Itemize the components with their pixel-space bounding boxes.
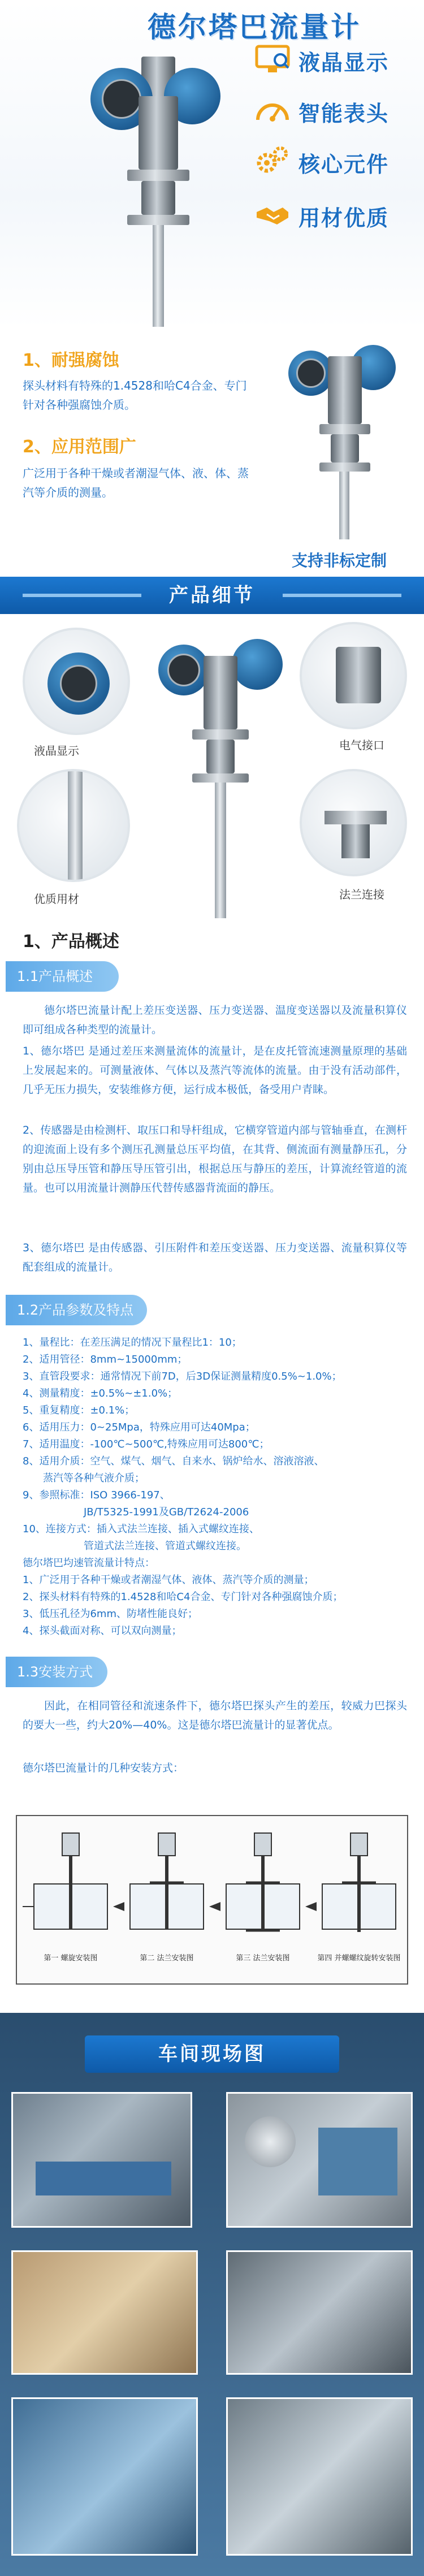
hero-section bbox=[0, 0, 424, 328]
feature-quality-material bbox=[254, 195, 424, 235]
detail-section bbox=[0, 616, 424, 944]
handshake-icon bbox=[254, 198, 291, 230]
param-line: 5、重复精度：±0.1%； bbox=[23, 1404, 135, 1416]
fig-caption-2: 第二 法兰安装图 bbox=[140, 1954, 194, 1963]
detail-label-flange: 法兰连接 bbox=[339, 888, 384, 901]
workshop-photo-4 bbox=[226, 2250, 413, 2375]
advantage-text-corrosion: 探头材料有特殊的1.4528和哈C4合金、专门针对各种强腐蚀介质。 bbox=[23, 379, 247, 412]
feature-label: 用材优质 bbox=[298, 206, 390, 231]
fig-caption-4: 第四 并螺螺纹旋转安装图 bbox=[317, 1954, 401, 1963]
feature-core-components bbox=[254, 141, 424, 181]
detail-banner-title: 产品细节 bbox=[169, 584, 255, 607]
install-subtitle: 德尔塔巴流量计的几种安装方式： bbox=[23, 1762, 184, 1774]
workshop-photo-3 bbox=[11, 2250, 198, 2375]
param-line: 8、适用介质：空气、煤气、烟气、自来水、锅炉给水、溶液溶液、 bbox=[23, 1455, 325, 1467]
workshop-banner bbox=[85, 2035, 339, 2073]
detail-circle-electrical bbox=[300, 622, 407, 729]
param-line: 3、低压孔径为6mm、防堵性能良好； bbox=[23, 1608, 198, 1620]
param-line: JB/T5325-1991及GB/T2624-2006 bbox=[23, 1506, 249, 1518]
param-line: 4、探头截面对称、可以双向测量； bbox=[23, 1625, 182, 1637]
tag-params bbox=[6, 1295, 147, 1325]
tag-overview bbox=[6, 961, 119, 992]
advantage-heading-range: 2、应用范围广 bbox=[23, 437, 136, 457]
detail-circle-flange bbox=[300, 769, 407, 876]
param-line: 1、广泛用于各种干燥或者潮湿气体、液体、蒸汽等介质的测量； bbox=[23, 1574, 314, 1586]
overview-heading: 1、产品概述 bbox=[23, 932, 119, 952]
tag-params-text: 1.2产品参数及特点 bbox=[17, 1302, 134, 1318]
overview-item-1: 1、德尔塔巴 是通过差压来测量流体的流量计，是在皮托管流速测量原理的基础上发展起来的。可测量液体、气体以及蒸汽等流体的流量。由于没有活动部件，几乎无压力损失，安装维修方便，运行成本极低，备受用户青睐。 bbox=[23, 1045, 407, 1096]
detail-label-electrical: 电气接口 bbox=[339, 738, 384, 752]
gears-icon bbox=[254, 145, 291, 176]
feature-label: 核心元件 bbox=[298, 152, 390, 177]
advantage-text-range: 广泛用于各种干燥或者潮湿气体、液、体、蒸汽等介质的测量。 bbox=[23, 466, 249, 499]
workshop-banner-title: 车间现场图 bbox=[158, 2043, 266, 2065]
feature-lcd bbox=[254, 40, 424, 79]
workshop-photo-6 bbox=[226, 2397, 413, 2556]
workshop-photo-2 bbox=[226, 2092, 413, 2228]
param-line: 2、适用管径：8mm~15000mm； bbox=[23, 1354, 188, 1365]
detail-banner bbox=[0, 577, 424, 614]
param-line: 9、参照标准：ISO 3966-197、 bbox=[23, 1489, 170, 1501]
tag-install-text: 1.3安装方式 bbox=[17, 1664, 93, 1680]
workshop-section bbox=[0, 2013, 424, 2576]
hero-title: 德尔塔巴流量计 bbox=[148, 11, 361, 44]
tag-overview-text: 1.1产品概述 bbox=[17, 969, 93, 984]
overview-item-2: 2、传感器是由检测杆、取压口和导杆组成，它横穿管道内部与管轴垂直，在测杆的迎流面上设有多个测压孔测量总压平均值，在其背、侧流面有测量静压孔，分别由总压导压管和静压导压管引出，根据总压与静压的差压，计算流经管道的流量。也可以用流量计测静压代替传感器背流面的静压。 bbox=[23, 1124, 407, 1194]
install-figure bbox=[16, 1815, 408, 1985]
overview-intro: 德尔塔巴流量计配上差压变送器、压力变送器、温度变送器以及流量积算仪即可组成各种类型的流量计。 bbox=[23, 1004, 407, 1036]
param-line: 蒸汽等各种气液介质； bbox=[23, 1472, 145, 1484]
param-line: 2、探头材料有特殊的1.4528和哈C4合金、专门针对各种强腐蚀介质； bbox=[23, 1591, 343, 1603]
advantage-product-image bbox=[283, 334, 413, 543]
detail-label-material: 优质用材 bbox=[34, 892, 79, 906]
advantages-section bbox=[0, 328, 424, 577]
workshop-photo-5 bbox=[11, 2397, 198, 2556]
detail-circle-material bbox=[17, 769, 130, 882]
param-line: 6、适用压力：0~25Mpa，特殊应用可达40Mpa； bbox=[23, 1421, 256, 1433]
fig-caption-1: 第一 螺旋安装图 bbox=[44, 1954, 98, 1963]
param-line: 1、量程比：在差压满足的情况下量程比1：10； bbox=[23, 1337, 242, 1348]
feature-label: 液晶显示 bbox=[298, 50, 390, 75]
fig-caption-3: 第三 法兰安装图 bbox=[236, 1954, 290, 1963]
param-line: 4、测量精度：±0.5%~±1.0%； bbox=[23, 1388, 178, 1399]
param-line: 7、适用温度：-100℃~500℃,特殊应用可达800℃； bbox=[23, 1438, 270, 1450]
detail-product-image bbox=[153, 628, 288, 922]
detail-circle-lcd bbox=[23, 628, 130, 735]
speedometer-icon bbox=[254, 94, 291, 126]
feature-label: 智能表头 bbox=[298, 101, 390, 126]
param-line: 管道式法兰连接、管道式螺纹连接。 bbox=[23, 1540, 246, 1552]
param-line: 德尔塔巴均速管流量计特点： bbox=[23, 1557, 155, 1569]
lcd-display-icon bbox=[254, 43, 291, 75]
detail-label-lcd: 液晶显示 bbox=[34, 744, 79, 758]
install-text: 因此，在相同管径和流速条件下，德尔塔巴探头产生的差压，较威力巴探头的要大一些，约大20%—40%。这是德尔塔巴流量计的显著优点。 bbox=[23, 1700, 407, 1731]
hero-product-image bbox=[79, 34, 237, 328]
param-line: 10、连接方式：插入式法兰连接、插入式螺纹连接、 bbox=[23, 1523, 259, 1535]
tag-install bbox=[6, 1657, 107, 1687]
advantage-heading-corrosion: 1、耐强腐蚀 bbox=[23, 351, 119, 370]
workshop-photo-1 bbox=[11, 2092, 192, 2228]
param-line: 3、直管段要求：通常情况下前7D，后3D保证测量精度0.5%~1.0%； bbox=[23, 1371, 342, 1382]
feature-smart-head bbox=[254, 90, 424, 130]
overview-item-3: 3、德尔塔巴 是由传感器、引压附件和差压变送器、压力变送器、流量积算仪等配套组成的流量计。 bbox=[23, 1242, 407, 1273]
custom-note: 支持非标定制 bbox=[291, 551, 387, 570]
install-diagram bbox=[17, 1816, 407, 1983]
